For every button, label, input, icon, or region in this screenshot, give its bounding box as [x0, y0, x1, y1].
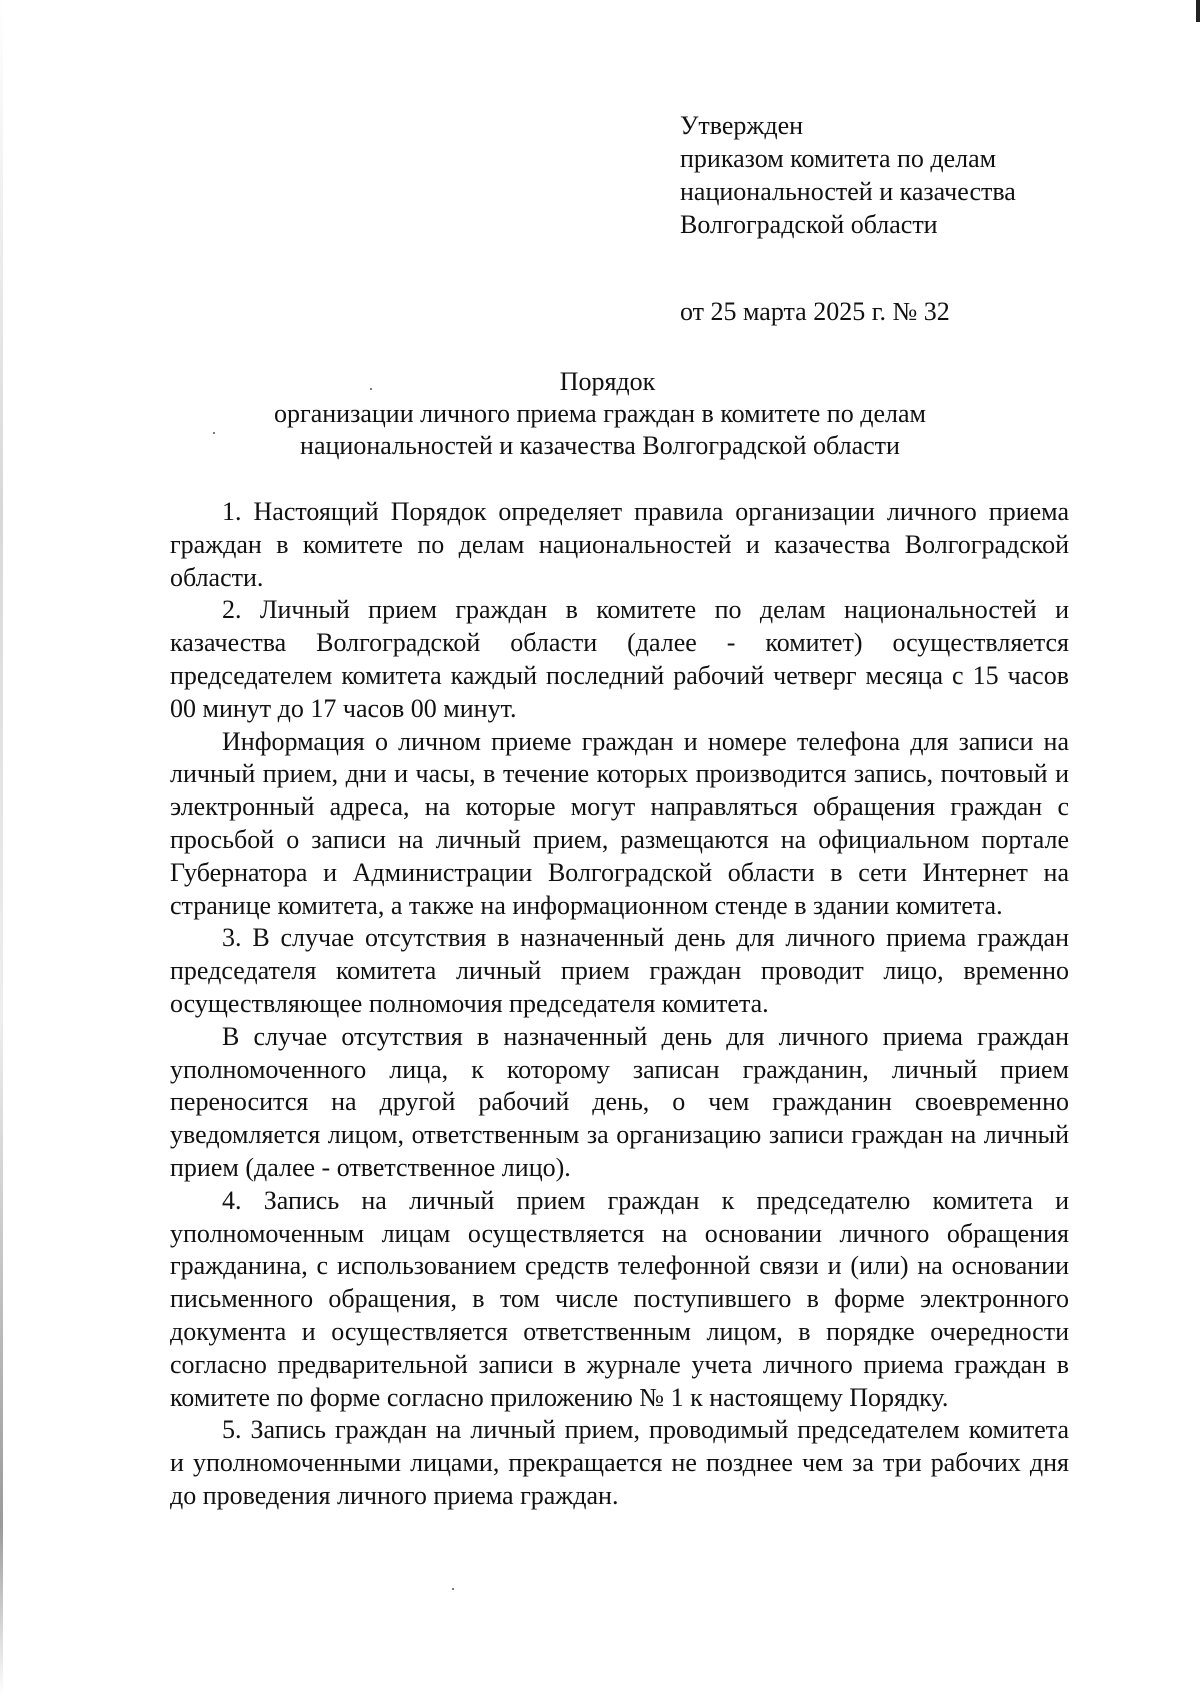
paragraph: 1. Настоящий Порядок определяет правила организации личного приема граждан в комитете по делам национальностей и казачества Волгоградской области.	[170, 497, 1069, 592]
document-title	[0, 366, 1200, 462]
scan-edge-mark	[1196, 0, 1200, 22]
approval-block	[680, 109, 1016, 328]
paragraph: 2. Личный прием граждан в комитете по делам национальностей и казачества Волгоградской области (далее - комитет) осуществляется председателем комитета каждый последний рабочий четверг месяца с 15 часов 00 минут до 17 часов 00 минут.	[170, 595, 1069, 723]
approval-line: Волгоградской области	[680, 210, 938, 239]
scan-speck	[370, 388, 372, 390]
paragraph: В случае отсутствия в назначенный день для личного приема граждан уполномоченного лица, к которому записан гражданин, личный прием переносится на другой рабочий день, о чем гражданин своевременно уведомляется лицом, ответственным за организацию записи граждан на личный прием (далее - ответственное лицо).	[170, 1021, 1069, 1182]
scan-edge-left	[0, 0, 3, 1696]
title-subtitle-line: национальностей и казачества Волгоградской области	[300, 431, 900, 460]
title-subtitle-line: организации личного приема граждан в комитете по делам	[274, 399, 926, 428]
approval-line: национальностей и казачества	[680, 177, 1016, 206]
title-main: Порядок	[559, 367, 656, 396]
paragraph: 3. В случае отсутствия в назначенный день для личного приема граждан председателя комитета личный прием граждан проводит лицо, временно осуществляющее полномочия председателя комитета.	[170, 923, 1069, 1018]
approval-line: Утвержден	[680, 111, 804, 140]
document-body	[170, 496, 1069, 1513]
paragraph: 4. Запись на личный прием граждан к председателю комитета и уполномоченным лицам осуществляется на основании личного обращения гражданина, с использованием средств телефонной связи и (или) на основании письменного обращения, в том числе поступившего в форме электронного документа и осуществляется ответственным лицом, в порядке очередности согласно предварительной записи в журнале учета личного приема граждан в комитете по форме согласно приложению № 1 к настоящему Порядку.	[170, 1185, 1069, 1412]
paragraph: Информация о личном приеме граждан и номере телефона для записи на личный прием, дни и часы, в течение которых производится запись, почтовый и электронный адреса, на которые могут направляться обращения граждан с просьбой о записи на личный прием, размещаются на официальном портале Губернатора и Администрации Волгоградской области в сети Интернет на странице комитета, а также на информационном стенде в здании комитета.	[170, 726, 1069, 920]
paragraph: 5. Запись граждан на личный прием, проводимый председателем комитета и уполномоченными лицами, прекращается не позднее чем за три рабочих дня до проведения личного приема граждан.	[170, 1415, 1069, 1510]
scan-speck	[213, 432, 215, 434]
approval-date: от 25 марта 2025 г. № 32	[680, 297, 950, 326]
scan-speck	[452, 1588, 454, 1590]
approval-line: приказом комитета по делам	[680, 144, 997, 173]
